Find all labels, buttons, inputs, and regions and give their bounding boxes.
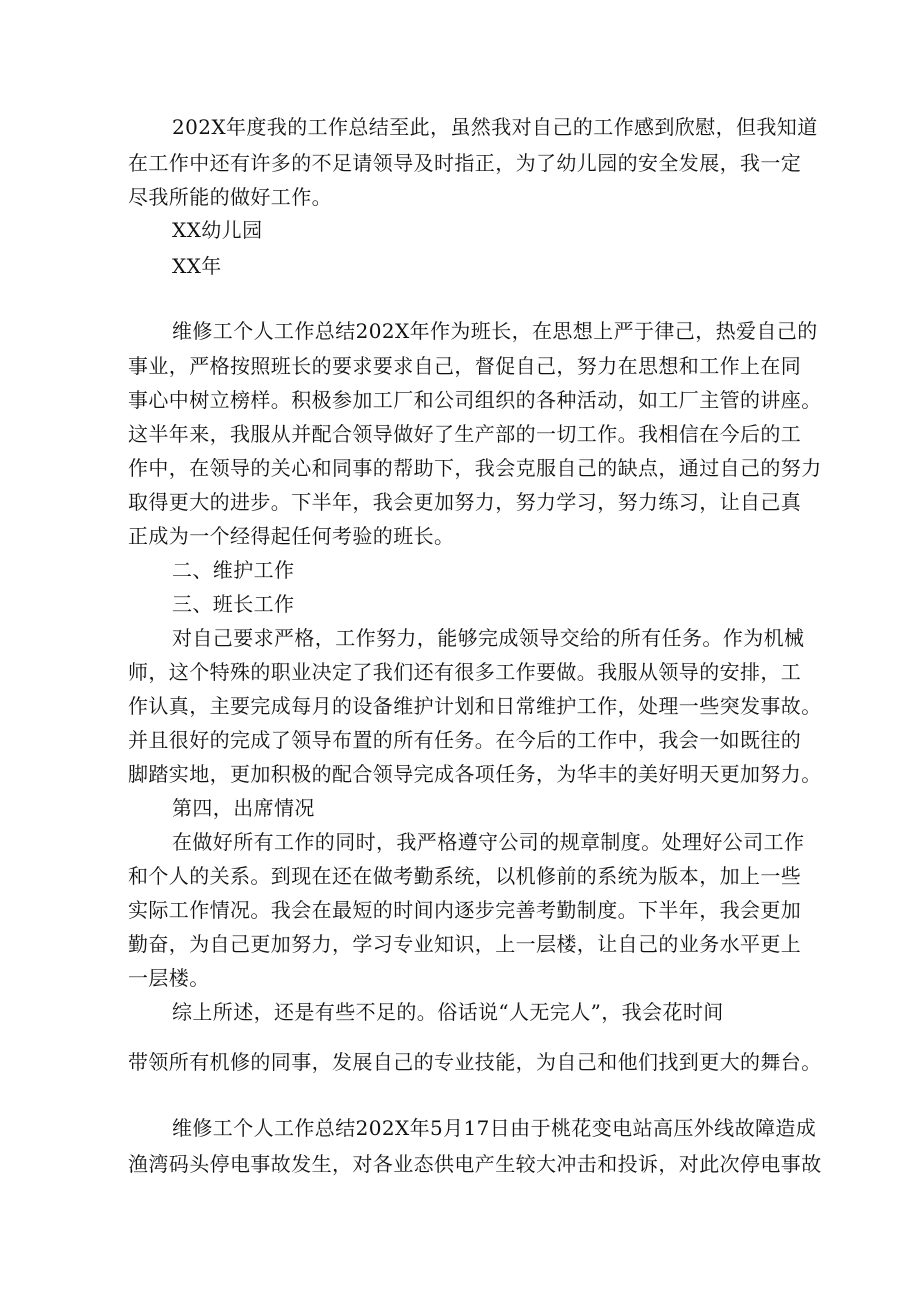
text-line: 取得更大的进步。下半年，我会更加努力，努力学习，努力练习，让自己真 xyxy=(128,490,802,514)
section-heading-attendance: 第四，出席情况 xyxy=(172,796,315,820)
signature-date: XX年 xyxy=(172,254,222,278)
text-line: 脚踏实地，更加积极的配合领导完成各项任务，为华丰的美好明天更加努力。 xyxy=(128,762,822,786)
text-line: 带领所有机修的同事，发展自己的专业技能，为自己和他们找到更大的舞台。 xyxy=(128,1050,822,1074)
text-line: 对自己要求严格，工作努力，能够完成领导交给的所有任务。作为机械 xyxy=(172,626,805,650)
text-line: 和个人的关系。到现在还在做考勤系统，以机修前的系统为版本，加上一些 xyxy=(128,864,802,888)
signature-organization: XX幼儿园 xyxy=(172,218,263,242)
text-line: 并且很好的完成了领导布置的所有任务。在今后的工作中，我会一如既往的 xyxy=(128,728,802,752)
text-line: 勤奋，为自己更加努力，学习专业知识，上一层楼，让自己的业务水平更上 xyxy=(128,932,802,956)
text-line: 202X年度我的工作总结至此，虽然我对自己的工作感到欣慰，但我知道 xyxy=(172,115,818,139)
text-line: 作认真，主要完成每月的设备维护计划和日常维护工作，处理一些突发事故。 xyxy=(128,694,822,718)
text-line: 正成为一个经得起任何考验的班长。 xyxy=(128,524,455,548)
section-heading-maintenance: 二、维护工作 xyxy=(172,558,295,582)
text-line: 维修工个人工作总结202X年作为班长，在思想上严于律己，热爱自己的 xyxy=(172,319,818,343)
section-heading-leader: 三、班长工作 xyxy=(172,592,295,616)
text-line: 综上所述，还是有些不足的。俗话说“人无完人”，我会花时间 xyxy=(172,1000,724,1024)
text-line: 实际工作情况。我会在最短的时间内逐步完善考勤制度。下半年，我会更加 xyxy=(128,898,802,922)
text-line: 渔湾码头停电事故发生，对各业态供电产生较大冲击和投诉，对此次停电事故 xyxy=(128,1152,822,1176)
text-line: 在做好所有工作的同时，我严格遵守公司的规章制度。处理好公司工作 xyxy=(172,830,805,854)
text-line: 一层楼。 xyxy=(128,966,210,990)
text-line: 事心中树立榜样。积极参加工厂和公司组织的各种活动，如工厂主管的讲座。 xyxy=(128,388,822,412)
text-line: 师，这个特殊的职业决定了我们还有很多工作要做。我服从领导的安排，工 xyxy=(128,660,802,684)
text-line: 事业，严格按照班长的要求要求自己，督促自己，努力在思想和工作上在同 xyxy=(128,354,802,378)
text-line: 作中，在领导的关心和同事的帮助下，我会克服自己的缺点，通过自己的努力 xyxy=(128,456,822,480)
text-line: 这半年来，我服从并配合领导做好了生产部的一切工作。我相信在今后的工 xyxy=(128,422,802,446)
text-line: 尽我所能的做好工作。 xyxy=(128,185,332,209)
text-line: 维修工个人工作总结202X年5月17日由于桃花变电站高压外线故障造成 xyxy=(172,1116,817,1140)
text-line: 在工作中还有许多的不足请领导及时指正，为了幼儿园的安全发展，我一定 xyxy=(128,151,802,175)
